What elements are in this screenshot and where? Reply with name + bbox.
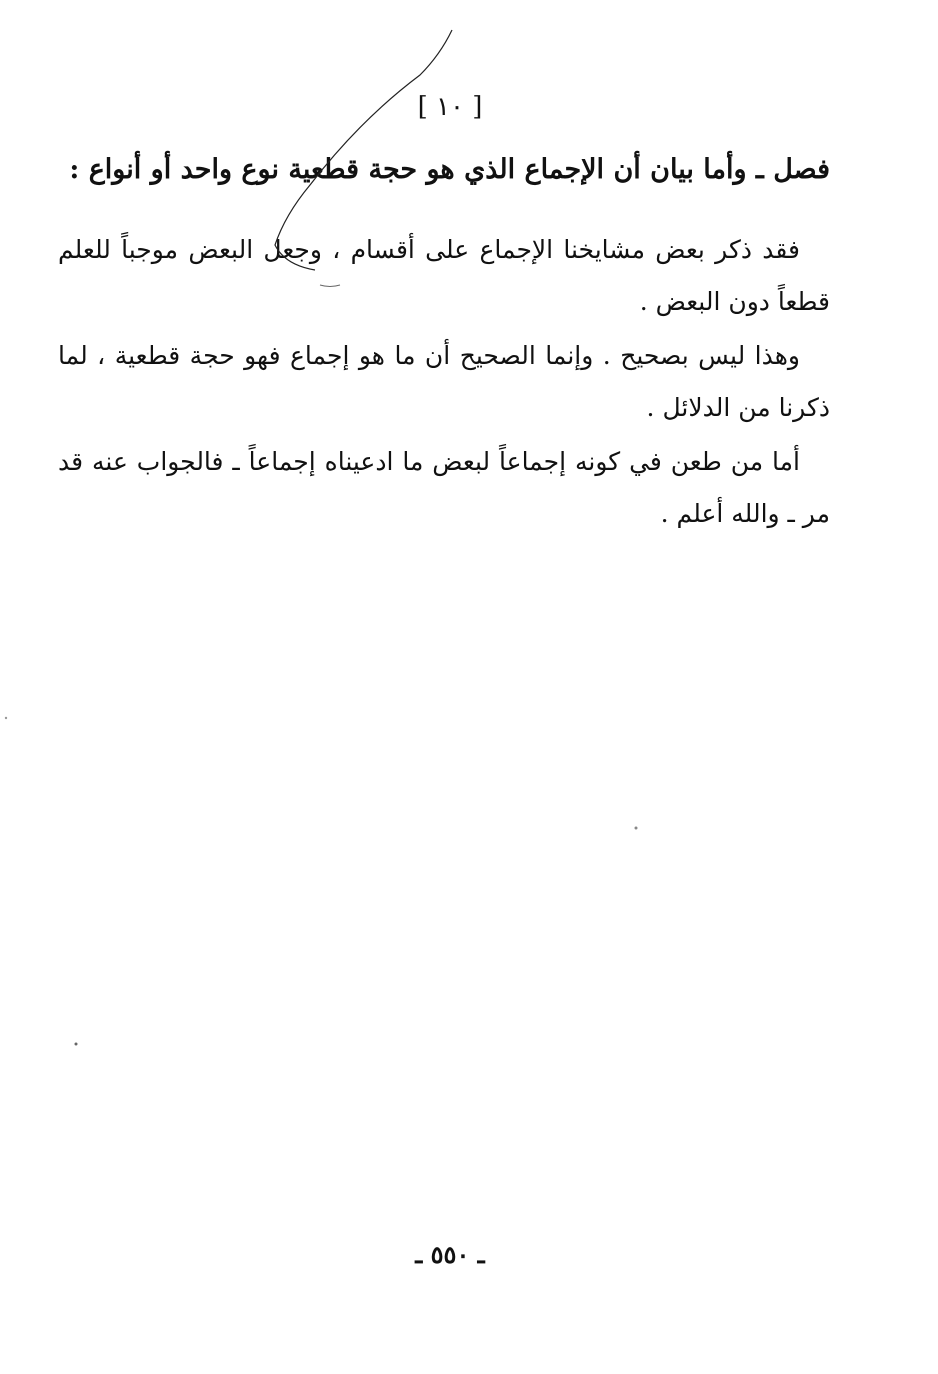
speck-mark [5,717,7,719]
page-number: ـ ٥٥٠ ـ [415,1240,485,1269]
section-number: [ ١٠ ] [417,92,483,122]
speck-mark [635,827,638,830]
speck-mark [75,1043,78,1046]
chapter-heading: فصل ـ وأما بيان أن الإجماع الذي هو حجة قطعية نوع واحد أو أنواع : [69,154,830,185]
paragraph-1: فقد ذكر بعض مشايخنا الإجماع على أقسام ، وجعل البعض موجباً للعلم قطعاً دون البعض . [58,235,830,316]
paragraph-2: وهذا ليس بصحيح . وإنما الصحيح أن ما هو إجماع فهو حجة قطعية ، لما ذكرنا من الدلائل . [58,341,830,422]
paragraph-3: أما من طعن في كونه إجماعاً لبعض ما ادعيناه إجماعاً ـ فالجواب عنه قد مر ـ والله أعلم . [58,447,830,528]
